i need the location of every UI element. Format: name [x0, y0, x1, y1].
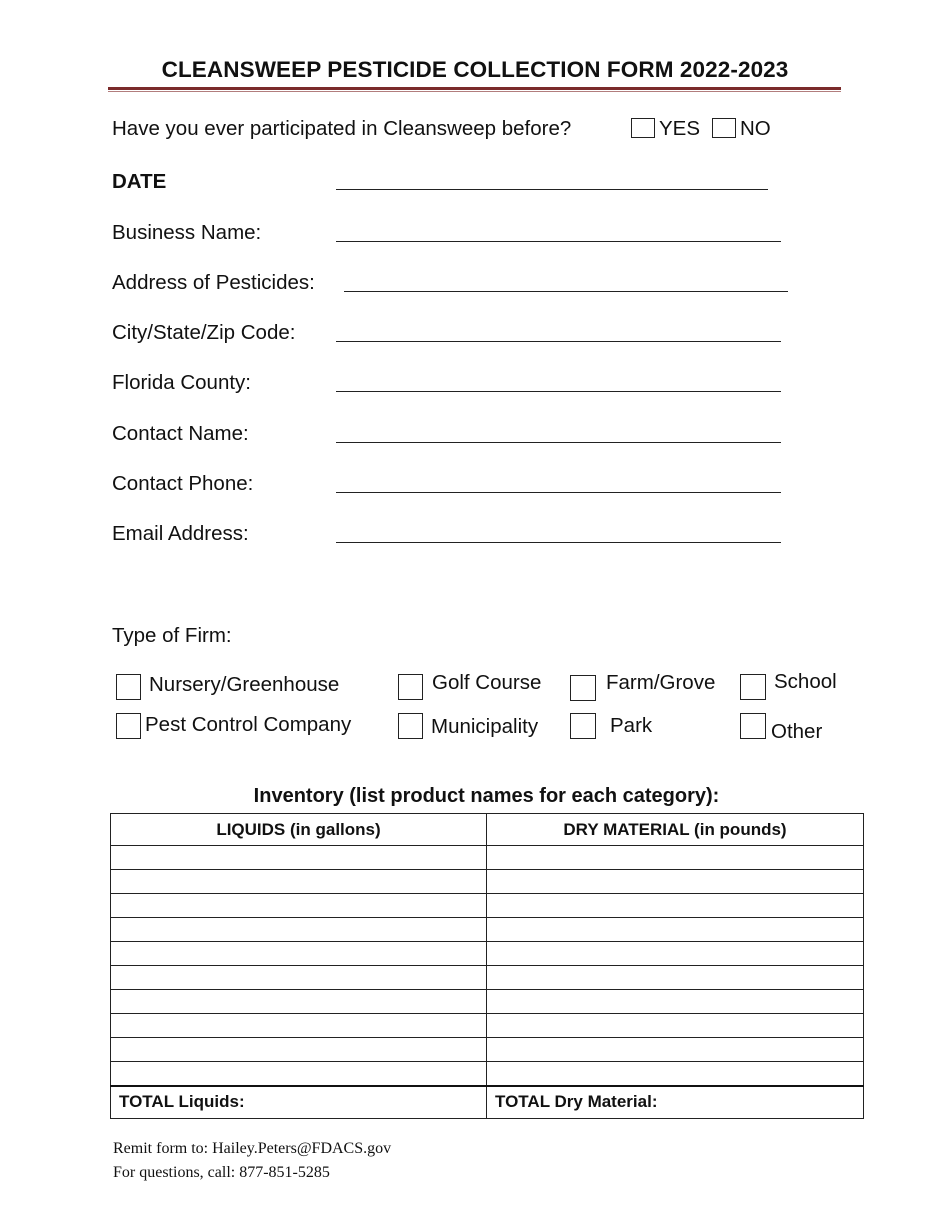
firm-municipality-label: Municipality — [431, 715, 539, 738]
firm-school-checkbox[interactable] — [740, 674, 766, 700]
firm-golf-course-label: Golf Course — [432, 671, 542, 694]
dry-material-cell[interactable] — [487, 918, 864, 942]
dry-material-cell[interactable] — [487, 1014, 864, 1038]
liquids-cell[interactable] — [111, 966, 487, 990]
florida-county-label: Florida County: — [112, 371, 252, 394]
city-state-zip-field[interactable] — [336, 341, 781, 342]
dry-material-cell[interactable] — [487, 990, 864, 1014]
florida-county-field[interactable] — [336, 391, 781, 392]
liquids-cell[interactable] — [111, 918, 487, 942]
email-address-field[interactable] — [336, 542, 781, 543]
dry-material-column-header: DRY MATERIAL (in pounds) — [487, 814, 864, 846]
firm-school-label: School — [774, 670, 837, 693]
total-liquids-cell[interactable]: TOTAL Liquids: — [111, 1086, 487, 1119]
liquids-cell[interactable] — [111, 1014, 487, 1038]
liquids-column-header: LIQUIDS (in gallons) — [111, 814, 487, 846]
dry-material-cell[interactable] — [487, 870, 864, 894]
table-row — [111, 942, 864, 966]
liquids-cell[interactable] — [111, 870, 487, 894]
pesticide-address-field[interactable] — [344, 291, 788, 292]
table-row — [111, 918, 864, 942]
firm-nursery-label: Nursery/Greenhouse — [149, 673, 340, 696]
dry-material-cell[interactable] — [487, 1062, 864, 1086]
liquids-cell[interactable] — [111, 990, 487, 1014]
participation-yes-checkbox[interactable] — [631, 118, 655, 138]
table-row — [111, 990, 864, 1014]
firm-park-checkbox[interactable] — [570, 713, 596, 739]
contact-name-field[interactable] — [336, 442, 781, 443]
firm-nursery-checkbox[interactable] — [116, 674, 141, 700]
dry-material-cell[interactable] — [487, 846, 864, 870]
liquids-cell[interactable] — [111, 894, 487, 918]
firm-pest-control-label: Pest Control Company — [145, 713, 352, 736]
dry-material-cell[interactable] — [487, 966, 864, 990]
participation-no-checkbox[interactable] — [712, 118, 736, 138]
business-name-field[interactable] — [336, 241, 781, 242]
date-label: DATE — [112, 170, 167, 193]
firm-other-label: Other — [771, 720, 823, 743]
table-row — [111, 1014, 864, 1038]
title-divider-accent — [108, 91, 841, 92]
firm-golf-course-checkbox[interactable] — [398, 674, 423, 700]
city-state-zip-label: City/State/Zip Code: — [112, 321, 296, 344]
liquids-cell[interactable] — [111, 846, 487, 870]
dry-material-cell[interactable] — [487, 942, 864, 966]
total-dry-material-cell[interactable]: TOTAL Dry Material: — [487, 1086, 864, 1119]
firm-park-label: Park — [610, 714, 653, 737]
firm-farm-grove-checkbox[interactable] — [570, 675, 596, 701]
contact-name-label: Contact Name: — [112, 422, 249, 445]
table-row — [111, 966, 864, 990]
liquids-cell[interactable] — [111, 1038, 487, 1062]
table-row — [111, 870, 864, 894]
business-name-label: Business Name: — [112, 221, 262, 244]
contact-phone-label: Contact Phone: — [112, 472, 254, 495]
liquids-cell[interactable] — [111, 942, 487, 966]
remit-instructions: Remit form to: Hailey.Peters@FDACS.gov — [113, 1140, 392, 1157]
table-row — [111, 846, 864, 870]
firm-municipality-checkbox[interactable] — [398, 713, 423, 739]
participation-question: Have you ever participated in Cleansweep before? — [112, 117, 572, 140]
contact-phone-field[interactable] — [336, 492, 781, 493]
firm-pest-control-checkbox[interactable] — [116, 713, 141, 739]
dry-material-cell[interactable] — [487, 1038, 864, 1062]
dry-material-cell[interactable] — [487, 894, 864, 918]
inventory-table — [110, 813, 864, 1119]
table-row — [111, 1062, 864, 1086]
table-row — [111, 894, 864, 918]
firm-other-checkbox[interactable] — [740, 713, 766, 739]
pesticide-address-label: Address of Pesticides: — [112, 271, 315, 294]
participation-no-label: NO — [740, 117, 771, 140]
inventory-heading: Inventory (list product names for each category): — [253, 785, 720, 807]
firm-farm-grove-label: Farm/Grove — [606, 671, 716, 694]
participation-yes-label: YES — [659, 117, 701, 140]
table-row — [111, 1038, 864, 1062]
questions-phone: For questions, call: 877-851-5285 — [113, 1164, 330, 1181]
form-title: CLEANSWEEP PESTICIDE COLLECTION FORM 2022-2023 — [161, 57, 789, 82]
email-address-label: Email Address: — [112, 522, 249, 545]
liquids-cell[interactable] — [111, 1062, 487, 1086]
firm-type-heading: Type of Firm: — [112, 624, 232, 647]
title-divider — [108, 87, 841, 90]
date-field[interactable] — [336, 189, 768, 190]
